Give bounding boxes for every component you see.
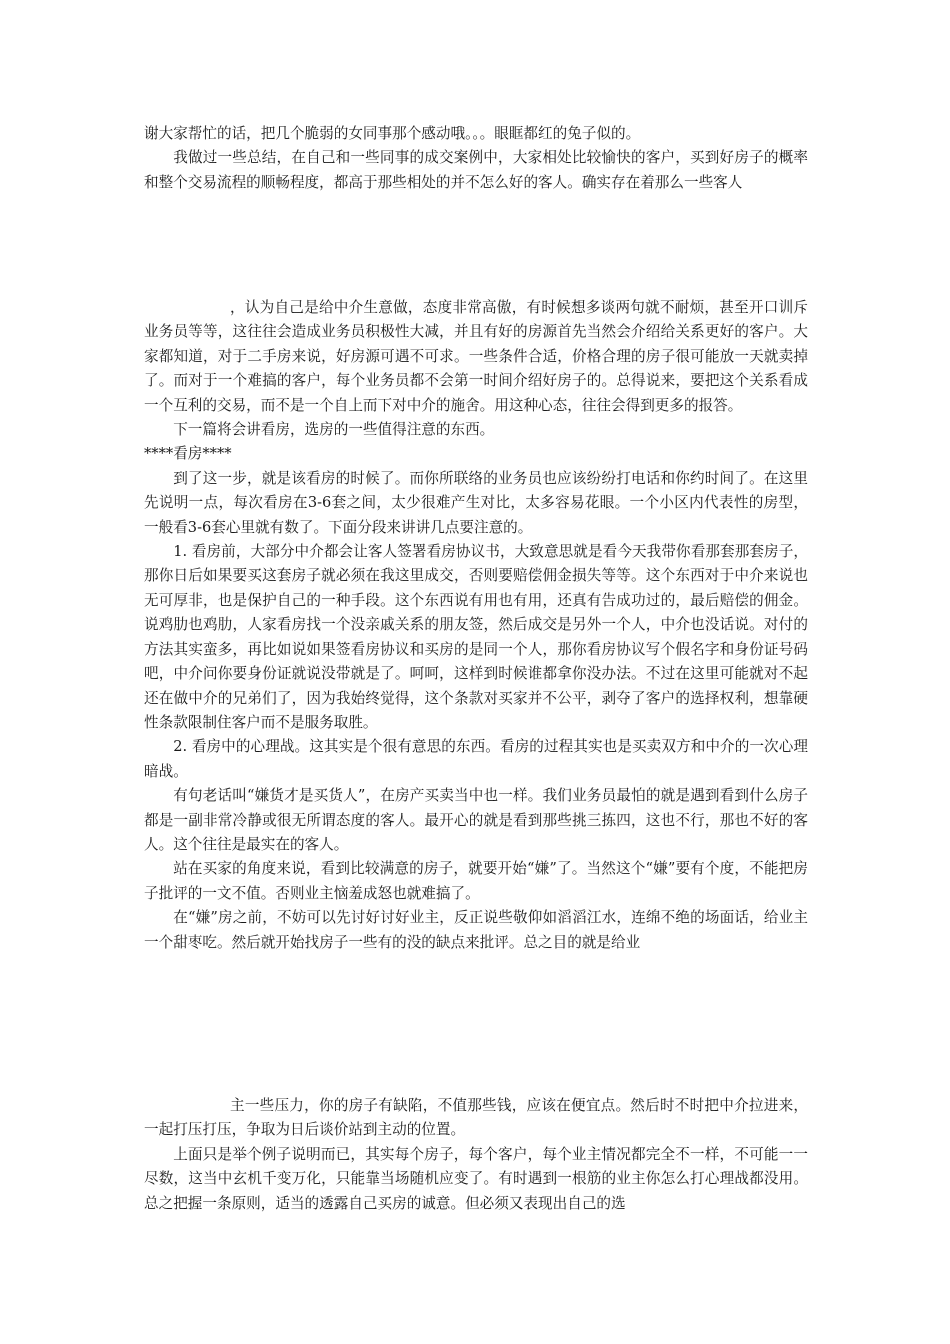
paragraph: 下一篇将会讲看房，选房的一些值得注意的东西。 (173, 421, 495, 439)
paragraph: 2. 看房中的心理战。这其实是个很有意思的东西。看房的过程其实也是买卖双方和中介的一次心理暗战。 (144, 738, 808, 780)
paragraph: 谢大家帮忙的话，把几个脆弱的女同事那个感动哦。。。眼眶都红的兔子似的。 (144, 125, 641, 142)
paragraph: ，认为自己是给中介生意做，态度非常高傲，有时候想多谈两句就不耐烦，甚至开口训斥业务员等等，这往往会造成业务员积极性大减，并且有好的房源首先当然会介绍给关系更好的客户。大家都知道，对于二手房来说，好房源可遇不可求。一些条件合适，价格合理的房子很可能放一天就卖掉了。而对于一个难搞的客户，每个业务员都不会第一时间介绍好房子的。总得说来，要把这个关系看成一个互利的交易，而不是一个自上而下对中介的施舍。用这种心态，往往会得到更多的报答。 (144, 299, 808, 414)
paragraph: 主一些压力，你的房子有缺陷，不值那些钱，应该在便宜点。然后时不时把中介拉进来，一起打压打压，争取为日后谈价站到主动的位置。 (144, 1097, 808, 1139)
paragraph: 我做过一些总结，在自己和一些同事的成交案例中，大家相处比较愉快的客户，买到好房子的概率和整个交易流程的顺畅程度，都高于那些相处的并不怎么好的客人。确实存在着那么一些客人 (144, 149, 808, 191)
paragraph: 在“嫌”房之前，不妨可以先讨好讨好业主，反正说些敬仰如滔滔江水，连绵不绝的场面话，给业主一个甜枣吃。然后就开始找房子一些有的没的缺点来批评。总之目的就是给业 (144, 909, 808, 951)
text-block-1 (144, 122, 808, 195)
paragraph: 有句老话叫“嫌货才是买货人”，在房产买卖当中也一样。我们业务员最怕的就是遇到看到什么房子都是一副非常冷静或很无所谓态度的客人。最开心的就是看到那些挑三拣四，这也不行，那也不好的客人。这个往往是最实在的客人。 (144, 787, 808, 853)
text-block-3 (144, 1094, 808, 1216)
paragraph: 到了这一步，就是该看房的时候了。而你所联络的业务员也应该纷纷打电话和你约时间了。在这里先说明一点，每次看房在3-6套之间，太少很难产生对比，太多容易花眼。一个小区内代表性的房型，一般看3-6套心里就有数了。下面分段来讲讲几点要注意的。 (144, 469, 808, 536)
paragraph: 上面只是举个例子说明而已，其实每个房子，每个客户，每个业主情况都完全不一样，不可能一一尽数，这当中玄机千变万化，只能靠当场随机应变了。有时遇到一根筋的业主你怎么打心理战都没用。总之把握一条原则，适当的透露自己买房的诚意。但必须又表现出自己的选 (144, 1145, 808, 1212)
paragraph: 1. 看房前，大部分中介都会让客人签署看房协议书，大致意思就是看今天我带你看那套那套房子，那你日后如果要买这套房子就必须在我这里成交，否则要赔偿佣金损失等等。这个东西对于中介来说也无可厚非，也是保护自己的一种手段。这个东西说有用也有用，还真有告成功过的，最后赔偿的佣金。说鸡肋也鸡肋，人家看房找一个没亲戚关系的朋友签，然后成交是另外一个人，中介也没话说。对付的方法其实蛮多，再比如说如果签看房协议和买房的是同一个人，那你看房协议写个假名字和身份证号码吧，中介问你要身份证就说没带就是了。呵呵，这样到时候谁都拿你没办法。不过在这里可能就对不起还在做中介的兄弟们了，因为我始终觉得，这个条款对买家并不公平，剥夺了客户的选择权利，想靠硬性条款限制住客户而不是服务取胜。 (144, 543, 808, 731)
paragraph: 站在买家的角度来说，看到比较满意的房子，就要开始“嫌”了。当然这个“嫌”要有个度，不能把房子批评的一文不值。否则业主恼羞成怒也就难搞了。 (144, 860, 808, 902)
section-heading: ****看房**** (144, 445, 232, 463)
text-block-2 (144, 296, 808, 955)
